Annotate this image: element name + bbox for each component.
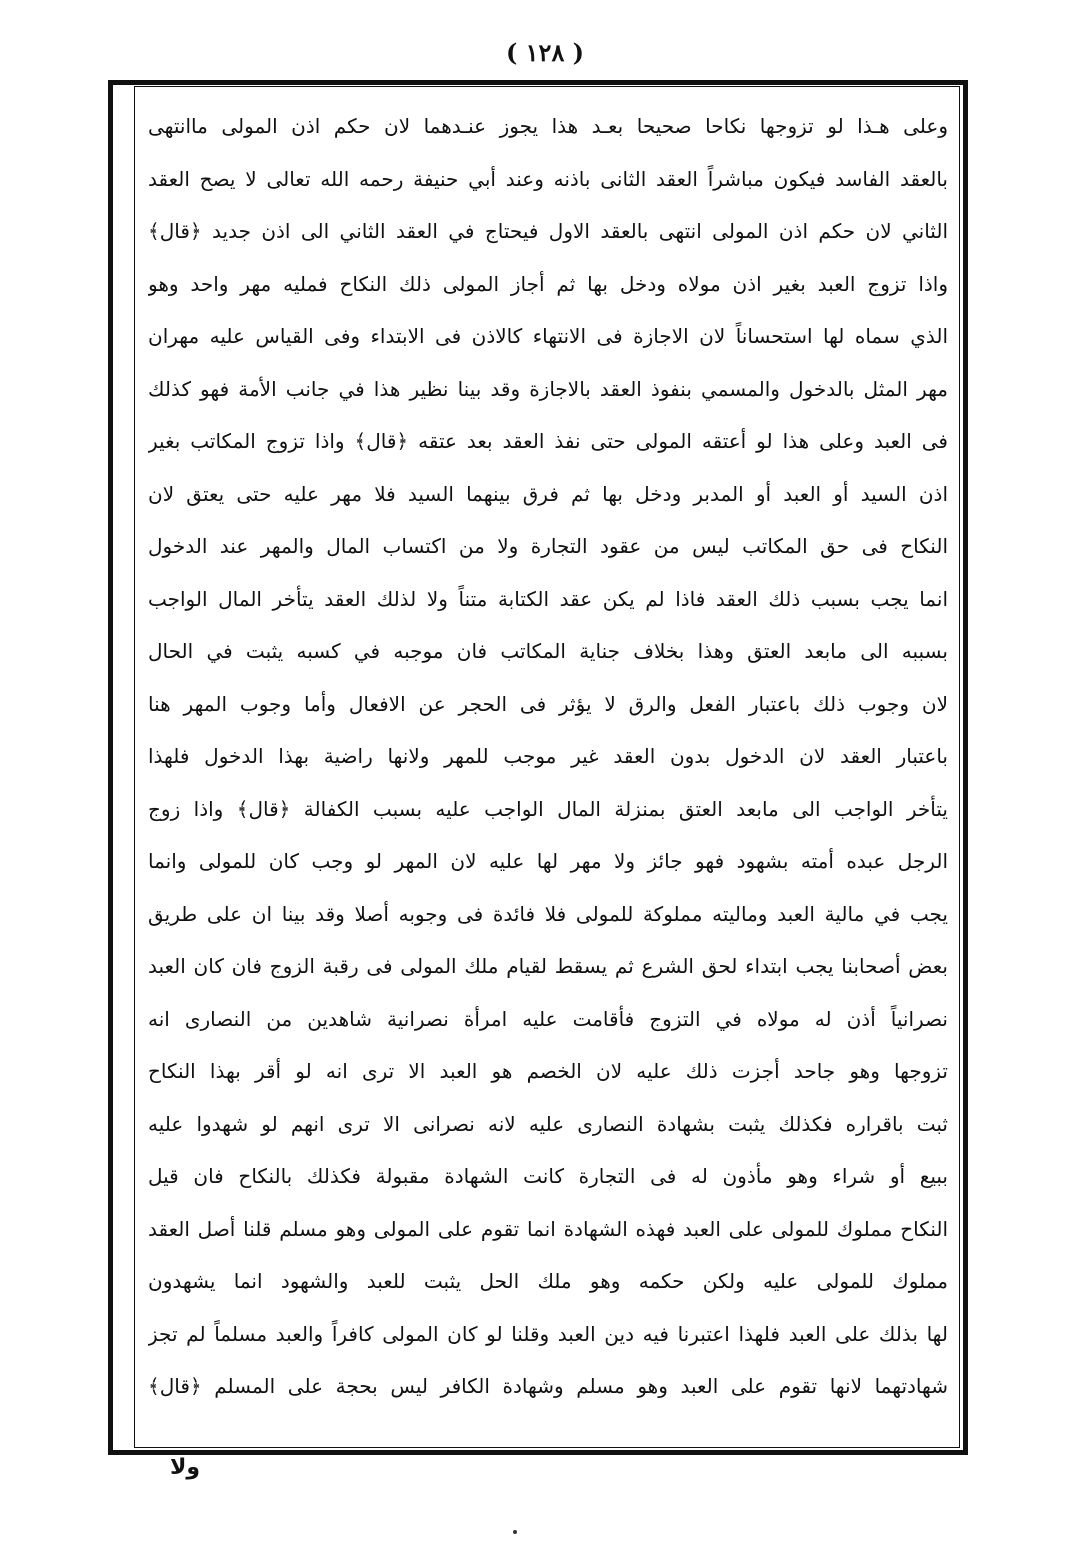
text-line: الذي سماه لها استحساناً لان الاجازة فى الانتهاء كالاذن فى الابتداء وفى القياس عليه مهران: [148, 324, 948, 348]
text-line: ثبت باقراره فكذلك يثبت بشهادة النصارى عليه لانه نصرانى الا ترى انهم لو شهدوا عليه: [148, 1111, 948, 1136]
text-line: بعض أصحابنا يجب ابتداء لحق الشرع ثم يسقط لقيام ملك المولى فى رقبة الزوج فان كان العبد: [148, 954, 948, 978]
page-number: ( ١٢٨ ): [505, 38, 585, 67]
text-line: بالعقد الفاسد فيكون مباشراً العقد الثانى باذنه وعند أبي حنيفة رحمه الله تعالى لا يصح العقد: [148, 166, 948, 191]
text-line: باعتبار العقد لان الدخول بدون العقد غير موجب للمهر ولانها راضية بهذا الدخول فلهذا: [148, 744, 948, 768]
text-line: الرجل عبده أمته بشهود فهو جائز ولا مهر لها عليه لان المهر لو وجب كان للمولى وانما: [148, 849, 948, 873]
text-line: مهر المثل بالدخول والمسمي بنفوذ العقد بالاجازة وقد بينا نظير هذا في جانب الأمة فهو كذلك: [148, 376, 948, 401]
text-line: وعلى هـذا لو تزوجها نكاحا صحيحا بعـد هذا يجوز عنـدهما لان حكم اذن المولى ماانتهى: [148, 114, 948, 138]
print-dot: [513, 1530, 517, 1534]
text-line: لها بذلك على العبد فلهذا اعتبرنا فيه دين العبد وقلنا لو كان المولى كافراً والعبد مسلماً لم تجز: [148, 1321, 948, 1346]
text-line: مملوك للمولى عليه ولكن حكمه وهو ملك الحل يثبت للعبد والشهود انما يشهدون: [148, 1269, 948, 1293]
text-line: فى العبد وعلى هذا لو أعتقه المولى حتى نفذ العقد بعد عتقه ﴿قال﴾ واذا تزوج المكاتب بغير: [148, 429, 948, 453]
text-line: النكاح مملوك للمولى على العبد فهذه الشهادة انما تقوم على المولى وهو مسلم قلنا أصل العقد: [148, 1216, 948, 1241]
text-line: لان وجوب ذلك باعتبار الفعل والرق لا يؤثر فى الحجر عن الافعال وأما وجوب المهر هنا: [148, 691, 948, 716]
text-line: ببيع أو شراء وهو مأذون له فى التجارة كانت الشهادة مقبولة فكذلك بالنكاح فان قيل: [148, 1164, 948, 1188]
text-line: انما يجب بسبب ذلك العقد فاذا لم يكن عقد الكتابة متناً ولا لذلك العقد يتأخر المال الواجب: [148, 586, 948, 611]
text-line: الثاني لان حكم اذن المولى انتهى بالعقد الاول فيحتاج في العقد الثاني الى اذن جديد ﴿قال﴾: [148, 219, 948, 243]
text-line: بسببه الى مابعد العتق وهذا بخلاف جناية المكاتب فان موجبه في كسبه يثبت في الحال: [148, 639, 948, 663]
text-block: [148, 100, 948, 1440]
catchword: ولا: [170, 1455, 201, 1480]
text-line: اذن السيد أو العبد أو المدبر ودخل بها ثم فرق بينهما السيد فلا مهر عليه حتى يعتق لان: [148, 481, 948, 506]
text-line: يجب في مالية العبد وماليته مملوكة للمولى فلا فائدة فى وجوبه أصلا وقد بينا ان على طريق: [148, 901, 948, 926]
text-line: شهادتهما لانها تقوم على العبد وهو مسلم وشهادة الكافر ليس بحجة على المسلم ﴿قال﴾: [148, 1374, 948, 1398]
text-line: يتأخر الواجب الى مابعد العتق بمنزلة المال الواجب عليه بسبب الكفالة ﴿قال﴾ واذا زوج: [148, 796, 948, 821]
text-line: واذا تزوج العبد بغير اذن مولاه ودخل بها ثم أجاز المولى ذلك النكاح فمليه مهر واحد وهو: [148, 271, 948, 296]
text-line: تزوجها وهو جاحد أجزت ذلك عليه لان الخصم هو العبد الا ترى انه لو أقر بهذا النكاح: [148, 1059, 948, 1083]
text-line: نصرانياً أذن له مولاه في التزوج فأقامت عليه امرأة نصرانية شاهدين من النصارى انه: [148, 1006, 948, 1031]
text-line: النكاح فى حق المكاتب ليس من عقود التجارة ولا من اكتساب المال والمهر عند الدخول: [148, 534, 948, 558]
